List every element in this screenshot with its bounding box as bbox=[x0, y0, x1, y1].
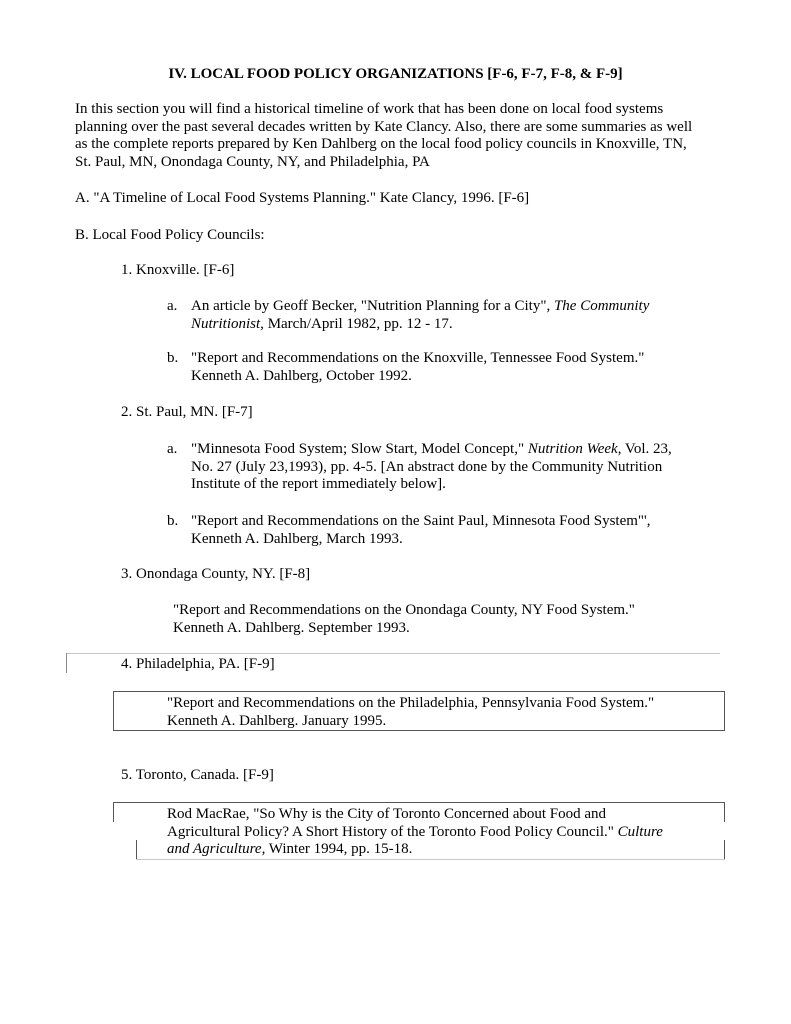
box-rule bbox=[113, 691, 114, 731]
intro-line: In this section you will find a historical timeline of work that has been done on local food systems bbox=[75, 101, 664, 117]
knoxville-heading: 1. Knoxville. [F-6] bbox=[121, 262, 235, 278]
intro-line: planning over the past several decades written by Kate Clancy. Also, there are some summaries as well bbox=[75, 118, 693, 135]
stpaul-item-b bbox=[191, 513, 651, 548]
box-rule bbox=[113, 730, 725, 731]
box-rule bbox=[724, 840, 725, 860]
citation-line: No. 27 (July 23,1993), pp. 4-5. [An abstract done by the Community Nutrition bbox=[191, 458, 663, 475]
philadelphia-item bbox=[167, 695, 654, 730]
toronto-item bbox=[167, 806, 663, 859]
list-marker: a. bbox=[167, 298, 178, 314]
list-marker: a. bbox=[167, 441, 178, 457]
box-rule bbox=[113, 802, 114, 822]
philadelphia-heading: 4. Philadelphia, PA. [F-9] bbox=[121, 656, 275, 672]
citation-line: Nutritionist, March/April 1982, pp. 12 - 17. bbox=[191, 315, 453, 332]
scan-rule bbox=[67, 653, 720, 654]
citation-line: Kenneth A. Dahlberg. September 1993. bbox=[173, 619, 410, 636]
citation-line: "Report and Recommendations on the Onondaga County, NY Food System." bbox=[173, 602, 635, 618]
list-marker: b. bbox=[167, 513, 179, 529]
page-title: IV. LOCAL FOOD POLICY ORGANIZATIONS [F-6, F-7, F-8, & F-9] bbox=[168, 66, 623, 82]
stpaul-item-a bbox=[191, 441, 672, 494]
citation-line: Rod MacRae, "So Why is the City of Toronto Concerned about Food and bbox=[167, 806, 607, 822]
section-b-heading: B. Local Food Policy Councils: bbox=[75, 227, 265, 243]
box-rule bbox=[724, 802, 725, 822]
citation-line: "Report and Recommendations on the Knoxville, Tennessee Food System." bbox=[191, 350, 645, 366]
intro-line: as the complete reports prepared by Ken Dahlberg on the local food policy councils in Knoxville, TN, bbox=[75, 136, 687, 152]
citation-line: Kenneth A. Dahlberg, October 1992. bbox=[191, 367, 412, 384]
box-rule bbox=[113, 802, 725, 803]
citation-line: Agricultural Policy? A Short History of the Toronto Food Policy Council." Culture bbox=[167, 823, 663, 840]
knoxville-item-b bbox=[191, 350, 644, 385]
citation-line: Kenneth A. Dahlberg, March 1993. bbox=[191, 530, 403, 547]
intro-line: St. Paul, MN, Onondaga County, NY, and Philadelphia, PA bbox=[75, 153, 430, 170]
intro-paragraph bbox=[75, 101, 735, 171]
citation-line: "Minnesota Food System; Slow Start, Model Concept," Nutrition Week, Vol. 23, bbox=[191, 441, 672, 457]
toronto-heading: 5. Toronto, Canada. [F-9] bbox=[121, 767, 274, 783]
citation-line: "Report and Recommendations on the Philadelphia, Pennsylvania Food System." bbox=[167, 695, 655, 711]
citation-line: Institute of the report immediately below]. bbox=[191, 476, 446, 492]
citation-line: and Agriculture, Winter 1994, pp. 15-18. bbox=[167, 841, 413, 857]
section-a-item: A. "A Timeline of Local Food Systems Planning." Kate Clancy, 1996. [F-6] bbox=[75, 190, 530, 206]
box-rule bbox=[136, 859, 725, 860]
stpaul-heading: 2. St. Paul, MN. [F-7] bbox=[121, 404, 253, 420]
box-rule bbox=[136, 840, 137, 860]
knoxville-item-a bbox=[191, 298, 649, 333]
box-rule bbox=[113, 691, 725, 692]
list-marker: b. bbox=[167, 350, 179, 366]
onondaga-item bbox=[173, 602, 635, 637]
citation-line: Kenneth A. Dahlberg. January 1995. bbox=[167, 712, 387, 729]
onondaga-heading: 3. Onondaga County, NY. [F-8] bbox=[121, 566, 311, 582]
scan-rule bbox=[66, 653, 67, 673]
citation-line: An article by Geoff Becker, "Nutrition Planning for a City", The Community bbox=[191, 298, 650, 314]
citation-line: "Report and Recommendations on the Saint Paul, Minnesota Food System"', bbox=[191, 513, 651, 529]
box-rule bbox=[724, 691, 725, 731]
